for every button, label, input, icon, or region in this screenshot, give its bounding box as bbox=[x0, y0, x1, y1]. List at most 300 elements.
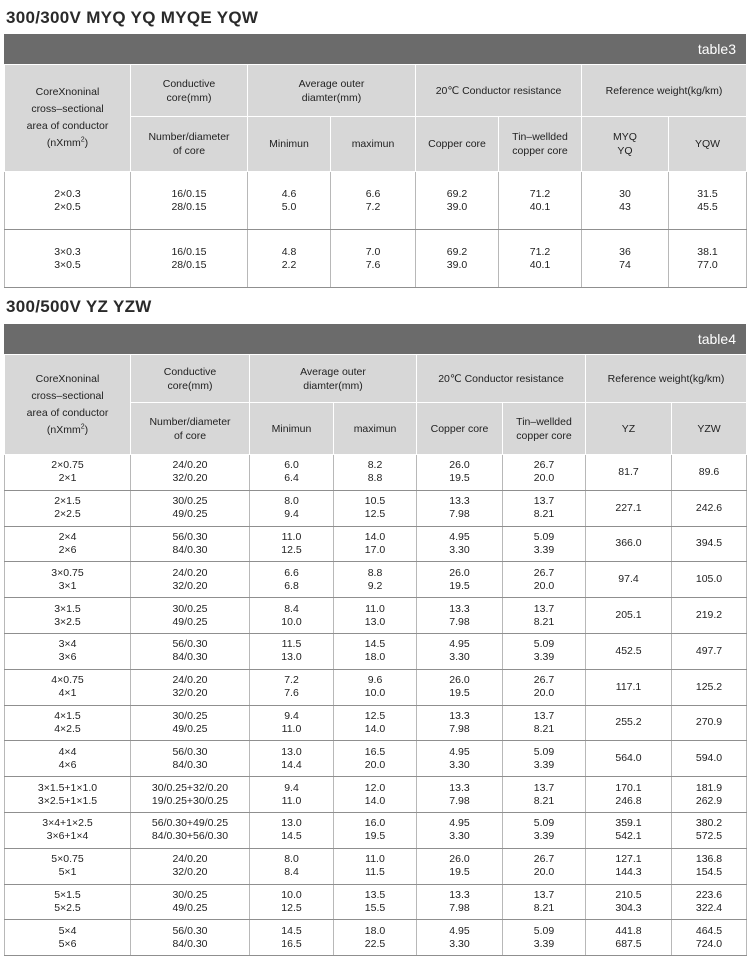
cell-value: 84/0.30 bbox=[172, 758, 208, 771]
weight-a-cell bbox=[582, 172, 669, 230]
cell-value: 30/0.25 bbox=[172, 709, 208, 722]
cell-value: 564.0 bbox=[615, 752, 642, 765]
conductive-header: Conductive core(mm) bbox=[131, 65, 248, 117]
cell-value: 11.0 bbox=[281, 794, 302, 807]
tin-resistance-cell bbox=[503, 812, 586, 848]
cell-value: 5.0 bbox=[281, 200, 297, 213]
max-diameter-cell bbox=[334, 777, 417, 813]
cell-value: 3×2.5+1×1.5 bbox=[37, 794, 98, 807]
cell-value: 3×0.3 bbox=[54, 245, 81, 258]
weight-a-cell bbox=[586, 455, 672, 491]
spec-table-table4 bbox=[4, 354, 747, 956]
cell-value: 8.21 bbox=[533, 508, 555, 521]
tin-resistance-cell bbox=[503, 490, 586, 526]
cell-value: 210.5 bbox=[615, 888, 642, 901]
cell-value: 16.5 bbox=[364, 745, 386, 758]
cell-value: 19.5 bbox=[449, 866, 470, 879]
table-row bbox=[5, 741, 747, 777]
cell-value: 16.0 bbox=[364, 817, 386, 830]
table-row bbox=[5, 490, 747, 526]
cell-value: 3.39 bbox=[533, 758, 555, 771]
max-diameter-cell bbox=[334, 490, 417, 526]
min-diameter-cell bbox=[250, 777, 334, 813]
core-cell bbox=[131, 526, 250, 562]
cell-value: 16.5 bbox=[281, 937, 302, 950]
cell-value: 13.5 bbox=[364, 888, 386, 901]
cell-value: 14.0 bbox=[364, 794, 386, 807]
cell-value: 69.2 bbox=[446, 245, 468, 258]
weight-a-cell bbox=[586, 526, 672, 562]
weight-a-cell bbox=[582, 230, 669, 288]
weight-a-cell bbox=[586, 884, 672, 920]
min-diameter-cell bbox=[250, 598, 334, 634]
min-diameter-cell bbox=[248, 230, 331, 288]
max-diameter-cell bbox=[334, 884, 417, 920]
cell-value: 4×1 bbox=[58, 687, 77, 700]
cell-value: 170.1 bbox=[615, 781, 642, 794]
cell-value: 11.0 bbox=[281, 722, 302, 735]
cell-value: 8.21 bbox=[533, 901, 555, 914]
max-diameter-cell bbox=[334, 562, 417, 598]
cell-value: 7.2 bbox=[365, 200, 381, 213]
cell-value: 3×4+1×2.5 bbox=[42, 817, 93, 830]
min-diameter-cell bbox=[250, 455, 334, 491]
cell-value: 2×6 bbox=[58, 543, 77, 556]
cell-value: 5×1.5 bbox=[54, 888, 81, 901]
weight-b-cell bbox=[672, 633, 747, 669]
max-header: maximun bbox=[334, 403, 417, 455]
cell-value: 32/0.20 bbox=[172, 579, 208, 592]
weight-a-cell bbox=[586, 848, 672, 884]
min-diameter-cell bbox=[250, 920, 334, 956]
cell-value: 4×6 bbox=[58, 758, 77, 771]
cell-value: 20.0 bbox=[533, 687, 555, 700]
cell-value: 8.2 bbox=[367, 459, 383, 472]
tin-resistance-cell bbox=[503, 848, 586, 884]
cell-value: 84/0.30 bbox=[172, 543, 208, 556]
cell-value: 11.5 bbox=[281, 638, 302, 651]
cell-value: 3×2.5 bbox=[54, 615, 81, 628]
cell-value: 572.5 bbox=[695, 830, 723, 843]
cell-value: 19.5 bbox=[449, 472, 470, 485]
cell-value: 24/0.20 bbox=[172, 853, 208, 866]
copper-resistance-cell bbox=[417, 705, 503, 741]
cell-value: 20.0 bbox=[364, 758, 386, 771]
copper-resistance-cell bbox=[416, 230, 499, 288]
cell-value: 7.0 bbox=[365, 245, 381, 258]
core-cell bbox=[131, 455, 250, 491]
cell-value: 3.30 bbox=[449, 830, 470, 843]
tin-resistance-cell bbox=[503, 562, 586, 598]
cell-value: 56/0.30 bbox=[172, 924, 208, 937]
cell-value: 464.5 bbox=[695, 924, 723, 937]
area-cell bbox=[5, 562, 131, 598]
weight-b-cell bbox=[669, 230, 747, 288]
table-row bbox=[5, 884, 747, 920]
cell-value: 11.0 bbox=[281, 530, 302, 543]
area-cell bbox=[5, 741, 131, 777]
cell-value: 13.0 bbox=[364, 615, 386, 628]
cell-value: 2×2.5 bbox=[54, 508, 81, 521]
cell-value: 24/0.20 bbox=[172, 674, 208, 687]
min-diameter-cell bbox=[250, 705, 334, 741]
cell-value: 3.30 bbox=[449, 543, 470, 556]
weight-b-cell bbox=[672, 455, 747, 491]
cell-value: 32/0.20 bbox=[172, 472, 208, 485]
copper-resistance-cell bbox=[417, 562, 503, 598]
weight-a-cell bbox=[586, 741, 672, 777]
table-row bbox=[5, 230, 747, 288]
min-diameter-cell bbox=[250, 633, 334, 669]
cell-value: 20.0 bbox=[533, 472, 555, 485]
cell-value: 11.0 bbox=[365, 602, 385, 615]
cell-value: 452.5 bbox=[615, 644, 642, 657]
max-diameter-cell bbox=[334, 633, 417, 669]
max-diameter-cell bbox=[331, 230, 416, 288]
core-cell bbox=[131, 920, 250, 956]
weight-b-header: YZW bbox=[672, 403, 747, 455]
cell-value: 4.95 bbox=[449, 817, 470, 830]
tin-resistance-cell bbox=[503, 920, 586, 956]
area-cell bbox=[5, 705, 131, 741]
cell-value: 8.4 bbox=[284, 866, 299, 879]
max-diameter-cell bbox=[334, 741, 417, 777]
cell-value: 3×1.5+1×1.0 bbox=[37, 781, 98, 794]
cell-value: 26.0 bbox=[449, 459, 470, 472]
cell-value: 9.2 bbox=[367, 579, 383, 592]
area-cell bbox=[5, 669, 131, 705]
area-cell bbox=[5, 490, 131, 526]
cell-value: 32/0.20 bbox=[172, 687, 208, 700]
cell-value: 13.7 bbox=[533, 495, 555, 508]
cell-value: 84/0.30 bbox=[172, 651, 208, 664]
cell-value: 40.1 bbox=[529, 200, 551, 213]
weight-b-cell bbox=[672, 848, 747, 884]
cell-value: 5×1 bbox=[58, 866, 77, 879]
area-cell bbox=[5, 884, 131, 920]
cell-value: 10.0 bbox=[281, 888, 302, 901]
cell-value: 13.3 bbox=[449, 602, 470, 615]
cell-value: 10.5 bbox=[364, 495, 386, 508]
cell-value: 8.4 bbox=[284, 602, 299, 615]
tin-resistance-cell bbox=[503, 598, 586, 634]
cell-value: 4.95 bbox=[449, 924, 470, 937]
area-cell bbox=[5, 455, 131, 491]
min-diameter-cell bbox=[250, 741, 334, 777]
cell-value: 205.1 bbox=[615, 609, 642, 622]
min-diameter-cell bbox=[250, 812, 334, 848]
cell-value: 117.1 bbox=[615, 680, 642, 693]
cell-value: 394.5 bbox=[695, 537, 723, 550]
cell-value: 74 bbox=[619, 258, 631, 271]
weight-a-cell bbox=[586, 633, 672, 669]
cell-value: 14.0 bbox=[364, 722, 386, 735]
max-diameter-cell bbox=[334, 669, 417, 705]
cell-value: 36 bbox=[619, 245, 631, 258]
spec-table-table3 bbox=[4, 64, 747, 288]
cell-value: 39.0 bbox=[446, 200, 468, 213]
cell-value: 7.6 bbox=[284, 687, 299, 700]
cell-value: 181.9 bbox=[695, 781, 723, 794]
cell-value: 3×0.5 bbox=[54, 258, 81, 271]
copper-resistance-cell bbox=[417, 526, 503, 562]
table-row bbox=[5, 705, 747, 741]
cell-value: 366.0 bbox=[615, 537, 642, 550]
min-diameter-cell bbox=[250, 848, 334, 884]
cell-value: 8.0 bbox=[284, 495, 299, 508]
cell-value: 8.21 bbox=[533, 722, 555, 735]
core-cell bbox=[131, 598, 250, 634]
cell-value: 9.4 bbox=[284, 709, 299, 722]
copper-header: Copper core bbox=[416, 117, 499, 172]
cell-value: 4.95 bbox=[449, 638, 470, 651]
max-diameter-cell bbox=[334, 920, 417, 956]
cell-value: 6.8 bbox=[284, 579, 299, 592]
cell-value: 40.1 bbox=[529, 258, 551, 271]
weight-b-cell bbox=[672, 920, 747, 956]
table-label-bar: table3 bbox=[4, 34, 746, 64]
cell-value: 5×4 bbox=[58, 924, 77, 937]
cell-value: 49/0.25 bbox=[172, 901, 208, 914]
resistance-header: 20℃ Conductor resistance bbox=[416, 65, 582, 117]
cell-value: 4×2.5 bbox=[54, 722, 81, 735]
cell-value: 262.9 bbox=[695, 794, 723, 807]
core-cell bbox=[131, 705, 250, 741]
cell-value: 28/0.15 bbox=[171, 258, 207, 271]
cell-value: 3×1 bbox=[58, 579, 77, 592]
weight-b-cell bbox=[672, 598, 747, 634]
cell-value: 14.4 bbox=[281, 758, 302, 771]
cell-value: 6.6 bbox=[284, 566, 299, 579]
cell-value: 8.0 bbox=[284, 853, 299, 866]
copper-resistance-cell bbox=[417, 598, 503, 634]
cell-value: 2×4 bbox=[58, 530, 77, 543]
copper-resistance-cell bbox=[417, 455, 503, 491]
min-diameter-cell bbox=[248, 172, 331, 230]
cell-value: 219.2 bbox=[695, 609, 723, 622]
cell-value: 18.0 bbox=[364, 651, 386, 664]
cell-value: 32/0.20 bbox=[172, 866, 208, 879]
core-cell bbox=[131, 812, 250, 848]
cell-value: 97.4 bbox=[618, 573, 639, 586]
tin-resistance-cell bbox=[503, 455, 586, 491]
cell-value: 71.2 bbox=[529, 187, 551, 200]
tin-resistance-cell bbox=[503, 777, 586, 813]
cell-value: 594.0 bbox=[695, 752, 723, 765]
cell-value: 20.0 bbox=[533, 866, 555, 879]
cell-value: 84/0.30+56/0.30 bbox=[151, 830, 229, 843]
cell-value: 12.5 bbox=[364, 709, 386, 722]
weight-b-cell bbox=[672, 777, 747, 813]
min-diameter-cell bbox=[250, 562, 334, 598]
max-diameter-cell bbox=[334, 812, 417, 848]
weight-b-cell bbox=[672, 884, 747, 920]
cell-value: 7.98 bbox=[449, 901, 470, 914]
weight-b-cell bbox=[672, 741, 747, 777]
cell-value: 18.0 bbox=[364, 924, 386, 937]
cell-value: 13.0 bbox=[281, 651, 302, 664]
cell-value: 49/0.25 bbox=[172, 722, 208, 735]
cell-value: 19.5 bbox=[449, 579, 470, 592]
cell-value: 5×6 bbox=[58, 937, 77, 950]
cell-value: 17.0 bbox=[364, 543, 386, 556]
cell-value: 77.0 bbox=[697, 258, 718, 271]
cell-value: 30/0.25 bbox=[172, 602, 208, 615]
cell-value: 246.8 bbox=[615, 794, 642, 807]
cell-value: 11.5 bbox=[365, 866, 385, 879]
min-diameter-cell bbox=[250, 526, 334, 562]
cell-value: 71.2 bbox=[529, 245, 551, 258]
cell-value: 497.7 bbox=[695, 644, 723, 657]
tin-resistance-cell bbox=[503, 526, 586, 562]
cell-value: 26.7 bbox=[533, 459, 555, 472]
cell-value: 26.0 bbox=[449, 674, 470, 687]
cell-value: 24/0.20 bbox=[172, 459, 208, 472]
cell-value: 13.3 bbox=[449, 781, 470, 794]
copper-resistance-cell bbox=[417, 920, 503, 956]
cell-value: 7.98 bbox=[449, 615, 470, 628]
weight-b-header: YQW bbox=[669, 117, 747, 172]
area-cell bbox=[5, 526, 131, 562]
cell-value: 7.6 bbox=[365, 258, 381, 271]
cell-value: 2×0.3 bbox=[54, 187, 81, 200]
copper-resistance-cell bbox=[417, 741, 503, 777]
section-title-table3: 300/300V MYQ YQ MYQE YQW bbox=[6, 8, 259, 27]
weight-header: Reference weight(kg/km) bbox=[582, 65, 747, 117]
copper-resistance-cell bbox=[417, 490, 503, 526]
cell-value: 4×0.75 bbox=[51, 674, 84, 687]
cell-value: 30/0.25+32/0.20 bbox=[151, 781, 229, 794]
table-row bbox=[5, 777, 747, 813]
cell-value: 2.2 bbox=[281, 258, 297, 271]
cell-value: 2×1 bbox=[58, 472, 77, 485]
weight-b-cell bbox=[672, 669, 747, 705]
table-row bbox=[5, 812, 747, 848]
max-diameter-cell bbox=[334, 705, 417, 741]
cell-value: 30/0.25 bbox=[172, 495, 208, 508]
cell-value: 127.1 bbox=[615, 853, 642, 866]
max-diameter-cell bbox=[334, 598, 417, 634]
cell-value: 13.3 bbox=[449, 709, 470, 722]
weight-b-cell bbox=[672, 526, 747, 562]
cell-value: 242.6 bbox=[695, 501, 723, 514]
weight-b-cell bbox=[672, 562, 747, 598]
table-row bbox=[5, 172, 747, 230]
cell-value: 4.8 bbox=[281, 245, 297, 258]
cell-value: 136.8 bbox=[695, 853, 723, 866]
min-header: Minimun bbox=[250, 403, 334, 455]
max-diameter-cell bbox=[331, 172, 416, 230]
resistance-header: 20℃ Conductor resistance bbox=[417, 355, 586, 403]
cell-value: 56/0.30 bbox=[172, 530, 208, 543]
cell-value: 19.5 bbox=[364, 830, 386, 843]
area-cell bbox=[5, 633, 131, 669]
cell-value: 227.1 bbox=[615, 501, 642, 514]
cell-value: 2×0.5 bbox=[54, 200, 81, 213]
copper-resistance-cell bbox=[417, 669, 503, 705]
cell-value: 13.7 bbox=[533, 602, 555, 615]
cell-value: 31.5 bbox=[697, 187, 718, 200]
copper-resistance-cell bbox=[417, 884, 503, 920]
max-header: maximun bbox=[331, 117, 416, 172]
area-cell bbox=[5, 598, 131, 634]
cell-value: 19/0.25+30/0.25 bbox=[151, 794, 229, 807]
cell-value: 2×0.75 bbox=[51, 459, 84, 472]
cell-value: 9.6 bbox=[367, 674, 383, 687]
cell-value: 13.3 bbox=[449, 495, 470, 508]
max-diameter-cell bbox=[334, 848, 417, 884]
cell-value: 28/0.15 bbox=[171, 200, 207, 213]
core-cell bbox=[131, 230, 248, 288]
area-header: CoreXnoninal cross–sectional area of conductor (nXmm$^2$) bbox=[5, 65, 131, 172]
weight-b-cell bbox=[669, 172, 747, 230]
cell-value: 13.7 bbox=[533, 888, 555, 901]
weight-header: Reference weight(kg/km) bbox=[586, 355, 747, 403]
tin-header: Tin–wellded copper core bbox=[503, 403, 586, 455]
core-cell bbox=[131, 777, 250, 813]
cell-value: 154.5 bbox=[695, 866, 723, 879]
weight-a-cell bbox=[586, 490, 672, 526]
cell-value: 270.9 bbox=[695, 716, 723, 729]
cell-value: 26.7 bbox=[533, 674, 555, 687]
tin-resistance-cell bbox=[503, 884, 586, 920]
cell-value: 4×4 bbox=[58, 745, 77, 758]
weight-a-cell bbox=[586, 705, 672, 741]
cell-value: 16/0.15 bbox=[171, 187, 207, 200]
cell-value: 3.30 bbox=[449, 651, 470, 664]
cell-value: 441.8 bbox=[615, 924, 642, 937]
cell-value: 7.2 bbox=[284, 674, 299, 687]
cell-value: 11.0 bbox=[365, 853, 385, 866]
table-row bbox=[5, 669, 747, 705]
cell-value: 380.2 bbox=[695, 817, 723, 830]
cell-value: 3×1.5 bbox=[54, 602, 81, 615]
cell-value: 13.7 bbox=[533, 781, 555, 794]
tin-resistance-cell bbox=[499, 172, 582, 230]
cell-value: 13.0 bbox=[281, 745, 302, 758]
cell-value: 5.09 bbox=[533, 745, 555, 758]
cell-value: 125.2 bbox=[695, 680, 723, 693]
table-row bbox=[5, 526, 747, 562]
core-cell bbox=[131, 172, 248, 230]
cell-value: 6.4 bbox=[284, 472, 299, 485]
cell-value: 105.0 bbox=[695, 573, 723, 586]
cell-value: 12.5 bbox=[281, 543, 302, 556]
tin-resistance-cell bbox=[503, 705, 586, 741]
weight-b-cell bbox=[672, 705, 747, 741]
tin-resistance-cell bbox=[499, 230, 582, 288]
cell-value: 8.8 bbox=[367, 566, 383, 579]
cell-value: 3×0.75 bbox=[51, 566, 84, 579]
section-title-table4: 300/500V YZ YZW bbox=[6, 297, 152, 316]
cell-value: 10.0 bbox=[364, 687, 386, 700]
cell-value: 359.1 bbox=[615, 817, 642, 830]
cell-value: 3.39 bbox=[533, 937, 555, 950]
cell-value: 12.0 bbox=[364, 781, 386, 794]
table-row bbox=[5, 848, 747, 884]
table-row bbox=[5, 633, 747, 669]
max-diameter-cell bbox=[334, 526, 417, 562]
area-cell bbox=[5, 172, 131, 230]
cell-value: 3×6 bbox=[58, 651, 77, 664]
area-cell bbox=[5, 848, 131, 884]
table-row bbox=[5, 598, 747, 634]
copper-resistance-cell bbox=[417, 812, 503, 848]
cell-value: 3.39 bbox=[533, 543, 555, 556]
cell-value: 26.7 bbox=[533, 853, 555, 866]
cell-value: 7.98 bbox=[449, 722, 470, 735]
cell-value: 30/0.25 bbox=[172, 888, 208, 901]
